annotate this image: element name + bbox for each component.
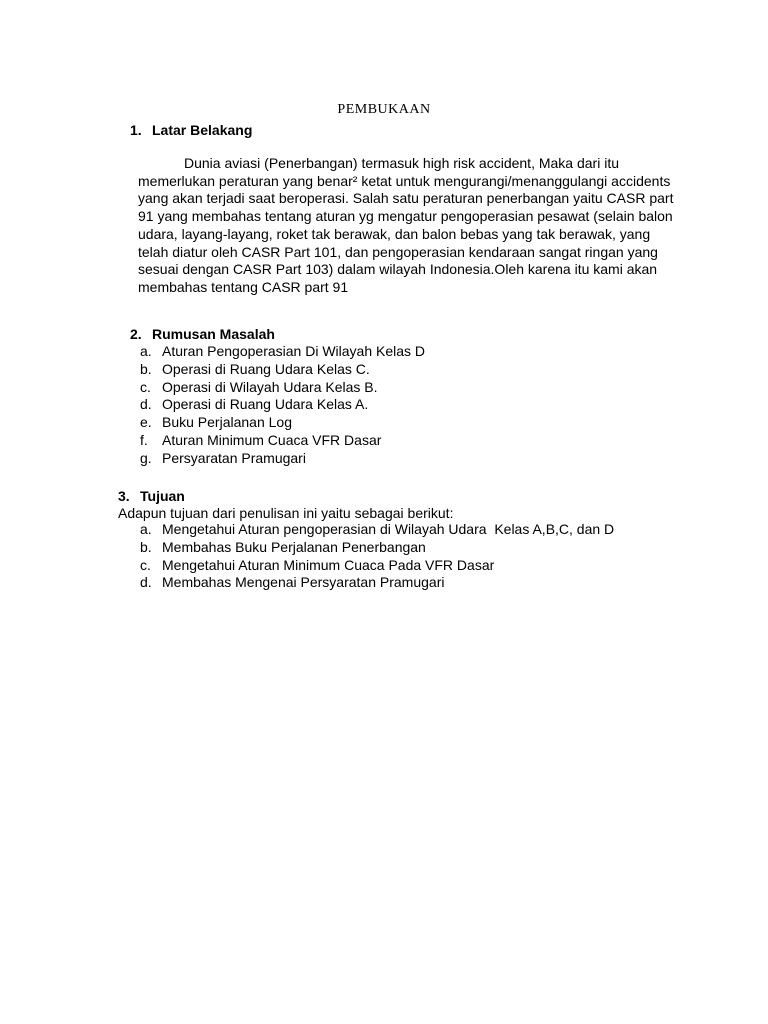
list-item: [140, 343, 425, 361]
list-item-text: Aturan Minimum Cuaca VFR Dasar: [162, 431, 382, 448]
background-paragraph: [138, 155, 678, 297]
list-marker: c.: [140, 556, 151, 573]
list-item: [140, 521, 614, 539]
list-marker: f.: [140, 431, 148, 448]
list-marker: a.: [140, 521, 152, 537]
purpose-list: [140, 521, 614, 592]
list-item-text: Operasi di Wilayah Udara Kelas B.: [162, 378, 378, 395]
list-item-text: Operasi di Ruang Udara Kelas A.: [162, 396, 369, 413]
section-number: 2.: [130, 326, 142, 342]
list-marker: d.: [140, 396, 152, 413]
list-marker: e.: [140, 414, 152, 431]
list-item-text: Mengetahui Aturan Minimum Cuaca Pada VFR Dasar: [162, 556, 495, 573]
list-item: [140, 539, 614, 557]
section-heading-rumusan-masalah: [130, 325, 275, 343]
section-heading-tujuan: [118, 487, 185, 505]
problem-list: [140, 343, 425, 468]
list-item: [140, 432, 425, 450]
list-item: [140, 450, 425, 468]
list-item-text: Persyaratan Pramugari: [162, 449, 306, 466]
paragraph-text: Dunia aviasi (Penerbangan) termasuk high risk accident, Maka dari itu memerlukan peraturan yang benar² ketat untuk mengurangi/menanggulangi accidents yang akan terjadi saat beroperasi. Salah satu peraturan penerbangan yaitu CASR part 91 yang membahas tentang aturan yg mengatur pengoperasian pesawat (selain balon udara, layang-layang, roket tak berawak, dan balon bebas yang tak berawak, yang telah diatur oleh CASR Part 101, dan pengoperasian kendaraan sangat ringan yang sesuai dengan CASR Part 103) dalam wilayah Indonesia.Oleh karena itu kami akan membahas tentang CASR part 91: [138, 155, 674, 295]
list-item: [140, 361, 425, 379]
section-title: Rumusan Masalah: [152, 326, 275, 342]
list-item: [140, 396, 425, 414]
list-item-text: Mengetahui Aturan pengoperasian di Wilayah Udara Kelas A,B,C, dan D: [162, 521, 615, 537]
section-title: Latar Belakang: [152, 122, 253, 138]
list-item-text: Buku Perjalanan Log: [162, 414, 292, 431]
list-item-text: Aturan Pengoperasian Di Wilayah Kelas D: [162, 343, 426, 359]
section-number: 1.: [130, 122, 142, 138]
section-title: Tujuan: [140, 488, 185, 504]
list-marker: d.: [140, 574, 152, 591]
list-item: [140, 574, 614, 592]
list-item-text: Membahas Buku Perjalanan Penerbangan: [162, 538, 426, 555]
list-marker: g.: [140, 449, 152, 466]
list-item: [140, 414, 425, 432]
list-marker: c.: [140, 378, 151, 395]
section-heading-latar-belakang: [130, 121, 252, 139]
list-marker: b.: [140, 360, 152, 377]
list-marker: b.: [140, 538, 152, 555]
list-item-text: Membahas Mengenai Persyaratan Pramugari: [162, 574, 445, 591]
purpose-intro: Adapun tujuan dari penulisan ini yaitu sebagai berikut:: [118, 505, 454, 521]
document-title: PEMBUKAAN: [337, 102, 431, 117]
list-item: [140, 379, 425, 397]
list-item: [140, 557, 614, 575]
section-number: 3.: [118, 488, 130, 504]
list-marker: a.: [140, 343, 152, 359]
list-item-text: Operasi di Ruang Udara Kelas C.: [162, 360, 370, 377]
